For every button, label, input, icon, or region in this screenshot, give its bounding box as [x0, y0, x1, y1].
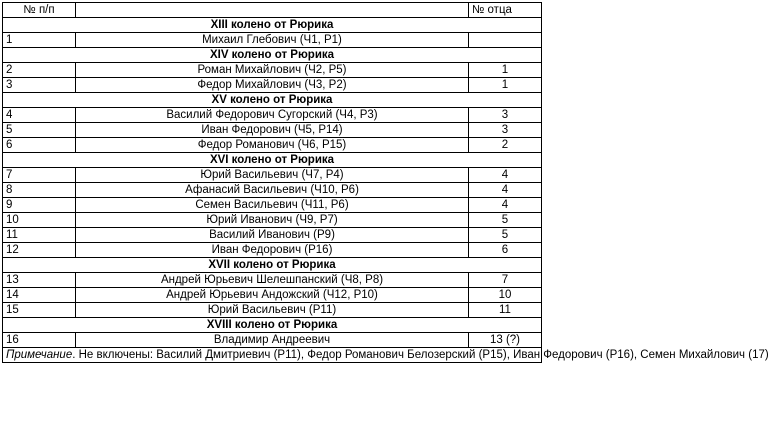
- person-number: 16: [3, 333, 76, 348]
- generation-label: XV колено от Рюрика: [3, 93, 542, 108]
- person-name: Иван Федорович (Ч5, Р14): [76, 123, 469, 138]
- father-number: 3: [469, 123, 542, 138]
- person-name: Семен Васильевич (Ч11, Р6): [76, 198, 469, 213]
- person-row: [3, 213, 542, 228]
- person-name: Василий Иванович (Р9): [76, 228, 469, 243]
- person-number: 8: [3, 183, 76, 198]
- generation-label: XVI колено от Рюрика: [3, 153, 542, 168]
- note-cell: [3, 348, 769, 363]
- person-row: [3, 288, 542, 303]
- genealogy-table: [2, 2, 769, 363]
- person-number: 14: [3, 288, 76, 303]
- father-number: 3: [469, 108, 542, 123]
- generation-label: XIII колено от Рюрика: [3, 18, 542, 33]
- person-number: 12: [3, 243, 76, 258]
- header-row: [3, 3, 542, 18]
- person-name: Иван Федорович (Р16): [76, 243, 469, 258]
- father-number: 7: [469, 273, 542, 288]
- person-number: 10: [3, 213, 76, 228]
- person-number: 9: [3, 198, 76, 213]
- generation-label: XVIII колено от Рюрика: [3, 318, 542, 333]
- person-number: 7: [3, 168, 76, 183]
- person-row: [3, 168, 542, 183]
- generation-row: [3, 258, 542, 273]
- person-row: [3, 273, 542, 288]
- note-row: [3, 348, 542, 363]
- person-row: [3, 243, 542, 258]
- person-row: [3, 198, 542, 213]
- father-number: 4: [469, 198, 542, 213]
- father-number: 13 (?): [469, 333, 542, 348]
- father-number: 11: [469, 303, 542, 318]
- person-number: 3: [3, 78, 76, 93]
- person-row: [3, 333, 542, 348]
- person-number: 13: [3, 273, 76, 288]
- generation-row: [3, 93, 542, 108]
- person-name: Федор Михайлович (Ч3, Р2): [76, 78, 469, 93]
- person-name: Федор Романович (Ч6, Р15): [76, 138, 469, 153]
- person-row: [3, 123, 542, 138]
- header-num: № п/п: [3, 3, 76, 18]
- generation-row: [3, 18, 542, 33]
- header-name: [76, 3, 469, 18]
- generation-label: XIV колено от Рюрика: [3, 48, 542, 63]
- father-number: 5: [469, 228, 542, 243]
- person-name: Роман Михайлович (Ч2, Р5): [76, 63, 469, 78]
- person-name: Юрий Васильевич (Ч7, Р4): [76, 168, 469, 183]
- person-number: 4: [3, 108, 76, 123]
- person-name: Юрий Иванович (Ч9, Р7): [76, 213, 469, 228]
- person-row: [3, 33, 542, 48]
- father-number: 4: [469, 168, 542, 183]
- person-number: 5: [3, 123, 76, 138]
- generation-label: XVII колено от Рюрика: [3, 258, 542, 273]
- father-number: 1: [469, 63, 542, 78]
- person-row: [3, 228, 542, 243]
- generation-row: [3, 318, 542, 333]
- generation-row: [3, 153, 542, 168]
- person-row: [3, 183, 542, 198]
- generation-row: [3, 48, 542, 63]
- person-number: 11: [3, 228, 76, 243]
- person-name: Афанасий Васильевич (Ч10, Р6): [76, 183, 469, 198]
- person-name: Андрей Юрьевич Шелешпанский (Ч8, Р8): [76, 273, 469, 288]
- person-number: 2: [3, 63, 76, 78]
- person-row: [3, 108, 542, 123]
- person-name: Михаил Глебович (Ч1, Р1): [76, 33, 469, 48]
- father-number: [469, 33, 542, 48]
- header-father: № отца: [469, 3, 542, 18]
- father-number: 10: [469, 288, 542, 303]
- father-number: 1: [469, 78, 542, 93]
- father-number: 4: [469, 183, 542, 198]
- person-number: 15: [3, 303, 76, 318]
- person-row: [3, 78, 542, 93]
- person-number: 6: [3, 138, 76, 153]
- father-number: 5: [469, 213, 542, 228]
- person-row: [3, 138, 542, 153]
- person-row: [3, 303, 542, 318]
- person-name: Юрий Васильевич (Р11): [76, 303, 469, 318]
- note-text: . Не включены: Василий Дмитриевич (Р11), Федор Романович Белозерский (Р15), Иван Федорович (Р16), Семен Михайлович (17): [72, 349, 769, 361]
- person-number: 1: [3, 33, 76, 48]
- father-number: 2: [469, 138, 542, 153]
- person-name: Андрей Юрьевич Андожский (Ч12, Р10): [76, 288, 469, 303]
- note-label: Примечание: [6, 349, 73, 361]
- person-name: Владимир Андреевич: [76, 333, 469, 348]
- father-number: 6: [469, 243, 542, 258]
- person-name: Василий Федорович Сугорский (Ч4, Р3): [76, 108, 469, 123]
- person-row: [3, 63, 542, 78]
